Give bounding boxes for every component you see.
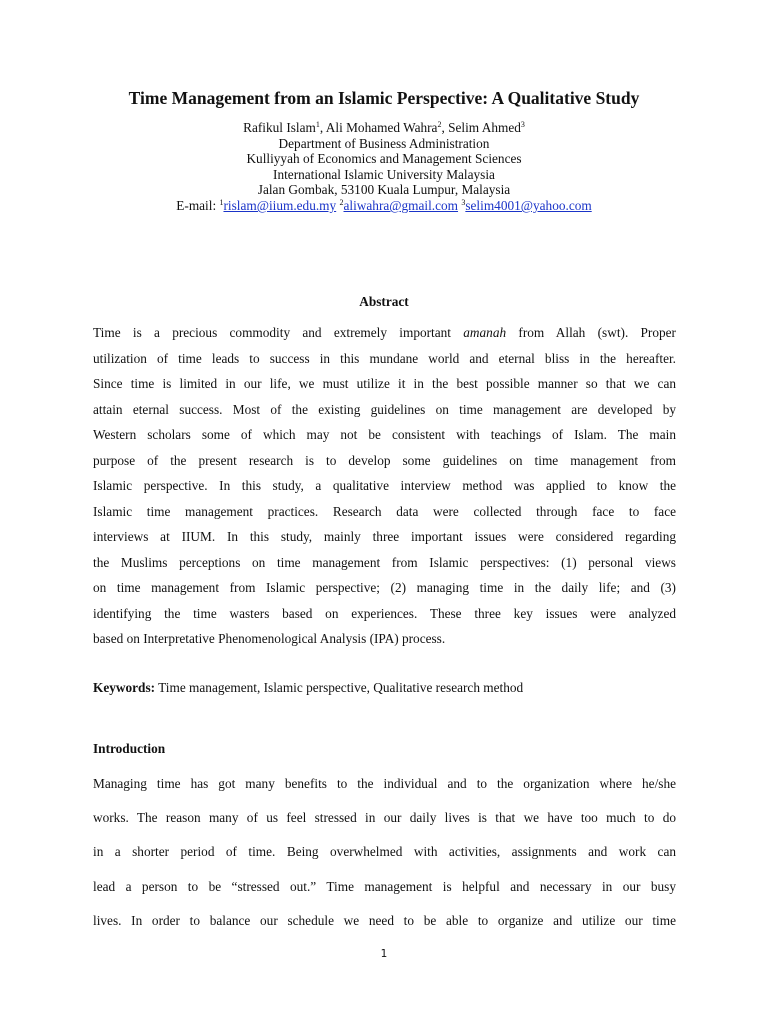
email-link-3[interactable]: selim4001@yahoo.com: [465, 197, 592, 213]
page-number: 1: [380, 948, 388, 960]
abstract-line: identifying the time wasters based on experiences. These three key issues were analyzed: [93, 605, 676, 621]
abstract-line: Since time is limited in our life, we must utilize it in the best possible manner so that we can: [93, 376, 676, 391]
abstract-line: Islamic perspective. In this study, a qualitative interview method was applied to know the: [93, 478, 676, 493]
abstract-line: interviews at IIUM. In this study, mainly three important issues were considered regarding: [93, 529, 676, 544]
author-block: [0, 120, 768, 214]
affiliation-university: International Islamic University Malaysia: [273, 166, 495, 182]
email-1-sup: 1: [219, 197, 224, 207]
author-separator: ,: [441, 120, 449, 135]
abstract-line: on time management from Islamic perspective; (2) managing time in the daily life; and (3): [93, 580, 676, 595]
email-2-sup: 2: [339, 197, 344, 207]
email-link-2[interactable]: aliwahra@gmail.com: [343, 197, 459, 213]
intro-line: Managing time has got many benefits to the individual and to the organization where he/she: [93, 776, 676, 791]
email-line: [0, 198, 768, 214]
abstract-heading: Abstract: [359, 294, 409, 309]
abstract-line: [93, 320, 676, 346]
intro-line: works. The reason many of us feel stressed in our daily lives is that we have too much to do: [93, 810, 676, 826]
author-1-sup: 1: [315, 120, 320, 129]
author-2-name: Ali Mohamed Wahra: [325, 120, 438, 135]
abstract-line: attain eternal success. Most of the existing guidelines on time management are developed by: [93, 401, 676, 417]
affiliation-department: Department of Business Administration: [278, 135, 490, 151]
abstract-line-1-lead: Time is a precious commodity and extremely important: [93, 325, 464, 340]
author-2-sup: 2: [437, 120, 442, 129]
abstract-italic-term: amanah: [463, 325, 507, 340]
abstract-line: purpose of the present research is to develop some guidelines on time management from: [93, 452, 676, 468]
keywords-text: Time management, Islamic perspective, Qualitative research method: [155, 680, 524, 695]
intro-line: lead a person to be “stressed out.” Time management is helpful and necessary in our busy: [93, 878, 676, 894]
keywords-label: Keywords:: [93, 680, 156, 695]
affiliation-kulliyyah: Kulliyyah of Economics and Management Sciences: [246, 151, 522, 167]
abstract-body: [93, 320, 676, 652]
abstract-line: utilization of time leads to success in this mundane world and eternal bliss in the hereafter.: [93, 350, 676, 366]
keywords-line: [93, 680, 676, 696]
author-3-sup: 3: [520, 120, 525, 129]
author-separator: ,: [319, 120, 326, 135]
author-line: [0, 120, 768, 136]
intro-line: lives. In order to balance our schedule we need to be able to organize and utilize our time: [93, 912, 676, 928]
email-3-sup: 3: [461, 197, 466, 207]
abstract-line: based on Interpretative Phenomenological Analysis (IPA) process.: [93, 631, 446, 646]
abstract-line-1-tail: from Allah (swt). Proper: [506, 325, 676, 340]
email-link-1[interactable]: rislam@iium.edu.my: [223, 197, 337, 213]
abstract-line: Western scholars some of which may not be consistent with teachings of Islam. The main: [93, 427, 676, 442]
intro-line: in a shorter period of time. Being overwhelmed with activities, assignments and work can: [93, 844, 676, 860]
introduction-heading: Introduction: [93, 741, 166, 756]
author-3-name: Selim Ahmed: [448, 120, 521, 135]
paper-title: Time Management from an Islamic Perspective: A Qualitative Study: [128, 88, 640, 108]
abstract-line: Islamic time management practices. Research data were collected through face to face: [93, 503, 676, 519]
author-1-name: Rafikul Islam: [243, 120, 316, 135]
introduction-body: [93, 767, 676, 938]
email-label: E-mail:: [176, 197, 220, 213]
abstract-line: the Muslims perceptions on time management from Islamic perspectives: (1) personal views: [93, 554, 676, 570]
affiliation-address: Jalan Gombak, 53100 Kuala Lumpur, Malaysia: [257, 182, 511, 198]
